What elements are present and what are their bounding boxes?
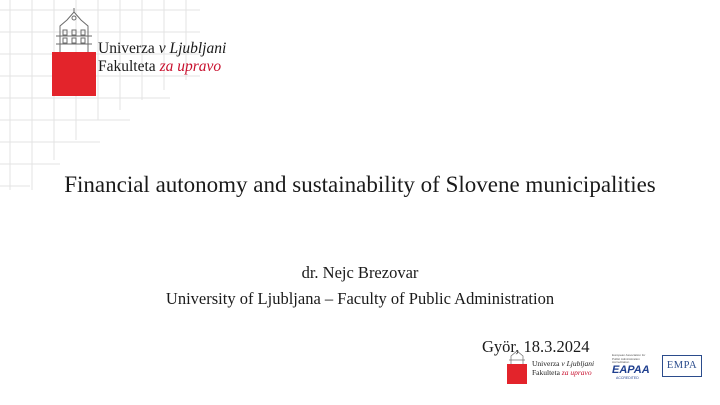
eapaa-mark: EAPAA bbox=[612, 364, 650, 376]
presentation-title: Financial autonomy and sustainability of Slovene municipalities bbox=[64, 172, 656, 197]
eapaa-accredited: ACCREDITED bbox=[616, 376, 639, 380]
author-name: dr. Nejc Brezovar bbox=[301, 263, 419, 282]
logo-line1-b: v Ljubljani bbox=[158, 40, 227, 57]
building-emblem-icon bbox=[46, 6, 106, 96]
logo-line2-b: za upravo bbox=[159, 58, 222, 75]
logo-line2-a: Fakulteta bbox=[98, 58, 160, 75]
footer-building-emblem-icon bbox=[502, 350, 530, 384]
footer-logo-line1-b: v Ljubljani bbox=[561, 359, 595, 368]
footer-logo-line1-a: Univerza bbox=[532, 359, 562, 368]
university-logo-text bbox=[98, 40, 226, 76]
eapaa-logo bbox=[610, 352, 652, 382]
author-affiliation: University of Ljubljana – Faculty of Public Administration bbox=[165, 289, 555, 308]
footer-university-logo bbox=[502, 350, 612, 384]
empa-text: EMPA bbox=[666, 360, 698, 371]
place-date: Györ, 18.3.2024 bbox=[482, 337, 590, 356]
eapaa-small-text: European Association for Public Administration Accreditation bbox=[612, 353, 646, 364]
footer-logo-line2-a: Fakulteta bbox=[532, 368, 562, 377]
footer-logo-line2-b: za upravo bbox=[561, 368, 592, 377]
empa-logo bbox=[662, 355, 702, 377]
logo-line1-a: Univerza bbox=[98, 40, 159, 57]
